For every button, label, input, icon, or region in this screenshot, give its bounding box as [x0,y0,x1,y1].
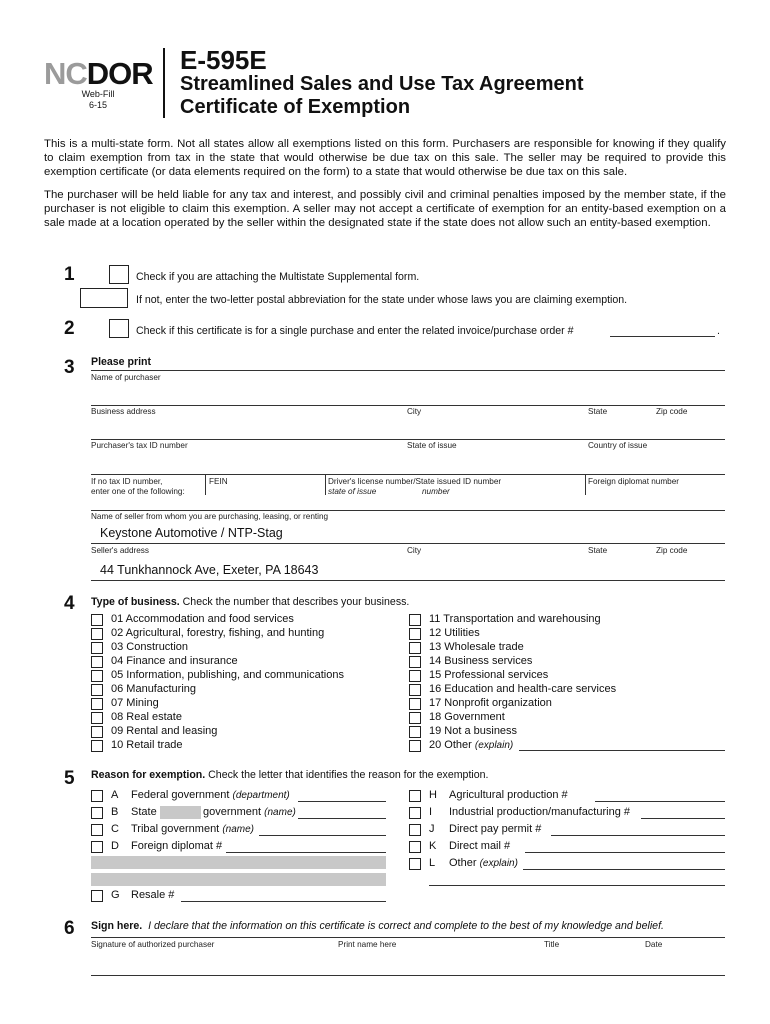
state-name-field[interactable] [160,806,201,819]
checkbox[interactable] [91,656,103,668]
rule [91,937,725,938]
date-label: Date [645,940,663,949]
dl-number-label: number [422,487,450,496]
sign-here-heading: Sign here. I declare that the information on this certificate is correct and complete to the best of my knowledge and belief. [91,920,664,932]
checkbox[interactable] [91,726,103,738]
single-purchase-label: Check if this certificate is for a single purchase and enter the related invoice/purchase order # [136,325,574,337]
resale-number-field[interactable] [181,901,386,902]
checkbox[interactable] [91,740,103,752]
signature-label: Signature of authorized purchaser [91,940,215,949]
dl-state-of-issue-label: state of issue [328,487,377,496]
seller-address-value[interactable]: 44 Tunkhannock Ave, Exeter, PA 18643 [100,563,319,577]
state-government-name-field[interactable] [298,818,386,819]
column-divider [585,474,586,495]
checkbox[interactable] [409,858,421,870]
checkbox[interactable] [409,740,421,752]
checkbox[interactable] [409,824,421,836]
checkbox[interactable] [409,790,421,802]
purchaser-name-field[interactable] [91,384,725,404]
state-abbreviation-field[interactable] [80,288,128,308]
state-label: State [588,407,608,416]
please-print-heading: Please print [91,356,152,368]
city-label: City [407,407,422,416]
direct-pay-number-field[interactable] [551,835,725,836]
other-reason-field-line2[interactable] [429,885,725,886]
checkbox[interactable] [91,824,103,836]
checkbox[interactable] [91,890,103,902]
invoice-number-field[interactable] [610,336,715,337]
intro-paragraph-2: The purchaser will be held liable for any tax and interest, and possibly civil and criminal penalties imposed by the member state, if the purchaser is not eligible to claim this exemption. A seller may not accept a certificate of exemption for an entity-based exemption on a sale made at a location operated by the seller within the designated state if the state does not allow such an entity-based exemption. [44,189,726,229]
multistate-supplemental-checkbox[interactable] [109,265,129,284]
invoice-suffix: . [717,325,720,337]
reason-g[interactable]: G Resale # [91,889,386,903]
rule [91,543,725,544]
tax-id-field[interactable] [91,452,725,472]
form-number: E-595E [180,45,267,75]
header-divider [163,48,165,118]
seller-city-label: City [407,546,422,555]
no-tax-id-label: If no tax ID number, enter one of the following: [91,477,185,496]
rule [91,510,725,511]
agricultural-number-field[interactable] [595,801,725,802]
tax-id-label: Purchaser's tax ID number [91,441,188,450]
checkbox[interactable] [91,841,103,853]
drivers-license-label: Driver's license number/State issued ID number [328,477,502,486]
checkbox[interactable] [409,614,421,626]
intro-paragraph-1: This is a multi-state form. Not all states allow all exemptions listed on this form. Purchasers are responsible for knowing if they qualify to claim exemption from tax in the state that would otherwise be due tax on this sale. The seller may be required to provide this exemption certificate (or data elements required on the form) to a state that would otherwise be due tax on this sale. [44,138,726,178]
section-2-number: 2 [64,318,75,339]
country-of-issue-label: Country of issue [588,441,648,450]
tribal-name-field[interactable] [259,835,386,836]
reason-d[interactable]: D Foreign diplomat # [91,840,386,854]
print-name-label: Print name here [338,940,397,949]
zip-label: Zip code [656,407,688,416]
reason-h[interactable]: H Agricultural production # [409,789,725,803]
checkbox[interactable] [409,642,421,654]
department-field[interactable] [298,801,386,802]
rule [91,580,725,581]
reason-l[interactable]: L Other (explain) [409,857,725,871]
checkbox[interactable] [409,684,421,696]
rule [91,370,725,371]
ncdor-logo: NCDOR [44,56,153,91]
direct-mail-number-field[interactable] [525,852,725,853]
checkbox[interactable] [91,684,103,696]
checkbox[interactable] [409,656,421,668]
reason-k[interactable]: K Direct mail # [409,840,725,854]
shaded-field [91,873,386,886]
form-title-line2: Certificate of Exemption [180,96,411,118]
industrial-number-field[interactable] [641,818,725,819]
checkbox[interactable] [409,698,421,710]
reason-a[interactable]: A Federal government (department) [91,789,386,803]
diplomat-number-field[interactable] [226,852,386,853]
state-of-issue-label: State of issue [407,441,457,450]
checkbox[interactable] [91,698,103,710]
fein-label: FEIN [209,477,228,486]
checkbox[interactable] [91,712,103,724]
checkbox[interactable] [409,628,421,640]
title-label: Title [544,940,560,949]
reason-j[interactable]: J Direct pay permit # [409,823,725,837]
section-6-number: 6 [64,918,75,939]
seller-address-label: Seller's address [91,546,149,555]
checkbox[interactable] [409,670,421,682]
checkbox[interactable] [409,841,421,853]
business-address-field[interactable] [91,418,725,438]
seller-zip-label: Zip code [656,546,688,555]
seller-state-label: State [588,546,608,555]
other-reason-field[interactable] [523,869,725,870]
business-address-label: Business address [91,407,156,416]
column-divider [205,474,206,495]
section-3-number: 3 [64,357,75,378]
checkbox[interactable] [91,670,103,682]
seller-name-label: Name of seller from whom you are purchasing, leasing, or renting [91,512,329,521]
other-explain-field[interactable] [519,750,725,751]
checkbox[interactable] [409,712,421,724]
signature-field[interactable] [91,952,725,974]
checkbox[interactable] [91,614,103,626]
section-5-number: 5 [64,768,75,789]
rule [91,405,725,406]
rule [91,439,725,440]
checkbox[interactable] [91,807,103,819]
foreign-diplomat-number-label: Foreign diplomat number [588,477,680,486]
multistate-supplemental-label: Check if you are attaching the Multistate Supplemental form. [136,271,420,283]
reason-c[interactable]: C Tribal government (name) [91,823,386,837]
section-4-number: 4 [64,593,75,614]
shaded-field [91,856,386,869]
column-divider [325,474,326,495]
checkbox[interactable] [91,628,103,640]
reason-b[interactable]: B State government (name) [91,806,386,820]
rule [91,474,725,475]
checkbox[interactable] [409,726,421,738]
checkbox[interactable] [409,807,421,819]
reason-heading: Reason for exemption. Check the letter that identifies the reason for the exemption. [91,769,489,781]
web-fill-label: Web-Fill 6-15 [81,89,115,110]
reason-i[interactable]: I Industrial production/manufacturing # [409,806,725,820]
signature-line [91,975,725,976]
section-1-number: 1 [64,264,75,285]
type-of-business-heading: Type of business. Check the number that describes your business. [91,596,410,608]
form-title-line1: Streamlined Sales and Use Tax Agreement [180,73,584,95]
state-abbreviation-label: If not, enter the two-letter postal abbreviation for the state under whose laws you are claiming exemption. [136,294,628,306]
purchaser-name-label: Name of purchaser [91,373,161,382]
checkbox[interactable] [91,790,103,802]
checkbox[interactable] [91,642,103,654]
seller-name-value[interactable]: Keystone Automotive / NTP-Stag [100,526,283,540]
single-purchase-checkbox[interactable] [109,319,129,338]
